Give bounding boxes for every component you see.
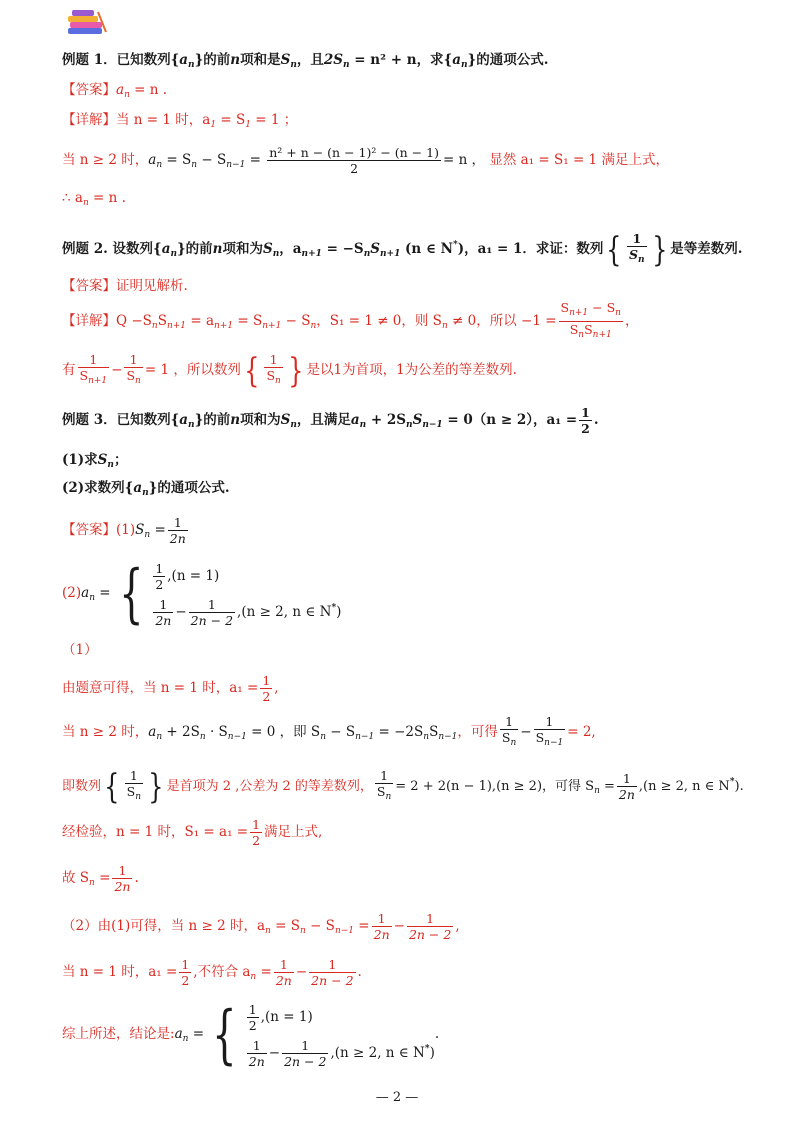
ex1-detail-2: 当 n ≥ 2 时，$a_n = S_n - S_{n-1}$ = $\frac{\text{n² + n − (n − 1)² − (n − 1)}}{2}$ = n ， 显然 a₁ = S₁ = 1 满足上式， xyxy=(62,145,669,176)
ex3-part1-line5: 故 $S_n$ = $\frac{1}{2n}$ . xyxy=(62,863,139,894)
ex3-part1-label: （1） xyxy=(62,642,98,658)
books-logo-icon xyxy=(66,8,110,38)
ex3-part2-conclusion: 综上所述，结论是$:a_n$ = { $\frac{1}{2}$ ,(n = 1) $\frac{1}{2n}$ − $\frac{1}{2n - 2}$ ,(n ≥ 2, n ∈ N*) . xyxy=(62,997,440,1072)
ex1-answer: 【答案】$a_n = n$ . xyxy=(62,82,168,100)
ex3-title: 例题 3．已知数列$\{a_n\}$的前n项和为$S_n$，且满足$a_n + 2S_nS_{n-1} = 0(n \ge 2)$，a₁ = $\frac{1}{2}$ . xyxy=(62,405,599,436)
ex1-detail-1: 【详解】当 n = 1 时，$a_1 = S_1 = 1$ ； xyxy=(62,112,298,130)
ex3-part1-line3: 即数列{ $\frac{1}{S_n}$ } 是首项为 2 ,公差为 2 的等差数列， $\frac{1}{S_n}$ = 2 + 2(n − 1),(n ≥ 2)，可得 $S_n$ = $\frac{1}{2n}$ ,(n ≥ 2, n ∈ N*). xyxy=(62,766,744,807)
ex3-part2-line2: 当 n = 1 时，a₁ = $\frac{1}{2}$ ,不符合 $a_n$ = $\frac{1}{2n}$ − $\frac{1}{2n - 2}$ . xyxy=(62,957,362,988)
ex3-part2-line1: （2）由(1)可得，当 n ≥ 2 时，$a_n = S_n - S_{n-1}$ = $\frac{1}{2n}$ − $\frac{1}{2n - 2}$ , xyxy=(62,911,460,942)
ex3-answer-1: 【答案】$(1)S_n$ = $\frac{1}{2n}$ xyxy=(62,515,186,546)
ex2-answer: 【答案】证明见解析. xyxy=(62,278,188,294)
ex1-detail-3: ∴ $a_n = n$ . xyxy=(62,190,126,208)
ex3-part1-line2: 当 n ≥ 2 时，$a_n + 2S_n \cdot S_{n-1} = 0$ ，即 $S_n - S_{n-1} = -2S_nS_{n-1}$，可得 $\frac{1}{S_n}$ − $\frac{1}{S_{n-1}}$ = 2, xyxy=(62,714,596,748)
ex3-answer-2: $(2)a_n$ = { $\frac{1}{2}$ ,(n = 1) $\frac{1}{2n}$ − $\frac{1}{2n - 2}$ ,(n ≥ 2, n ∈ N*) xyxy=(62,556,342,631)
ex1-fraction: $\frac{\text{n² + n − (n − 1)² − (n − 1)}}{2}$ xyxy=(269,145,439,176)
ex3-part1-line1: 由题意可得，当 n = 1 时，a₁ = $\frac{1}{2}$ , xyxy=(62,673,279,704)
ex3-question-2: (2)求数列$\{a_n\}$的通项公式. xyxy=(62,480,230,498)
page-number: — 2 — xyxy=(375,1090,419,1105)
ex2-detail-1: 【详解】$Q -S_nS_{n+1} = a_{n+1} = S_{n+1} - S_n$，S₁ = 1 ≠ 0，则 $S_n \ne 0$，所以 −1 = $\frac{S_{n+1} - S_n}{S_nS_{n+1}}$ ， xyxy=(62,300,639,340)
ex3-part1-line4: 经检验，n = 1 时，S₁ = a₁ = $\frac{1}{2}$ 满足上式, xyxy=(62,817,323,848)
ex1-title: 例题 1．已知数列$\{a_n\}$的前n项和是$S_n$，且$2S_n = n^2 + n$，求$\{a_n\}$的通项公式. xyxy=(62,52,549,70)
ex3-question-1: (1)求$S_n$； xyxy=(62,452,128,470)
ex2-title: 例题 2. 设数列$\{a_n\}$的前n项和为$S_n$，$a_{n+1} = -S_nS_{n+1}$ (n ∈ N*)，a₁ = 1．求证：数列{ $\frac{1}{S_n}$ } 是等差数列. xyxy=(62,229,743,270)
ex2-detail-2: 有 $\frac{1}{S_{n+1}}$ − $\frac{1}{S_n}$ = 1 ，所以数列{ $\frac{1}{S_n}$ } 是以1为首项，1为公差的等差数列. xyxy=(62,350,517,391)
